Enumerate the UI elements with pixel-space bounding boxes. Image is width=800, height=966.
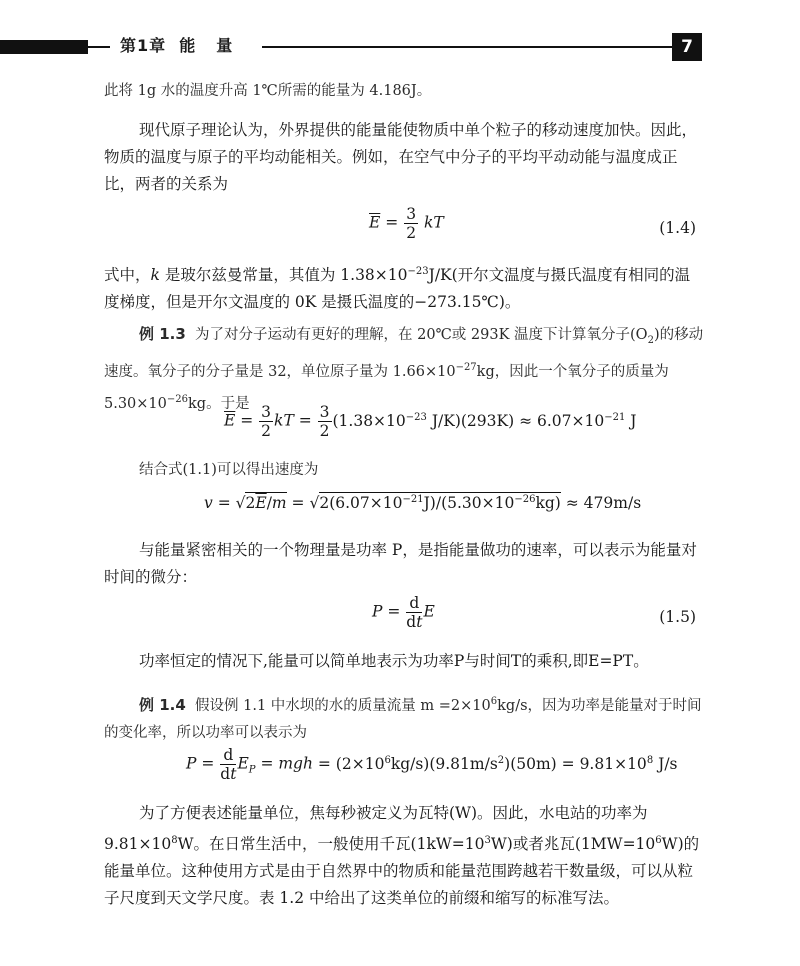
equation-example-1-3: $\overline{E}$ = $\frac{3}{2}$ kT = $\frac{3}{2}$ ($1.38\times 10^{-23}$ $J/K)(293K) \approx 6.07\times 10^{-21}$ J bbox=[224, 403, 637, 440]
page-number: 7 bbox=[672, 33, 702, 61]
equation-1-5: P = $\frac{d}{dt}$ E (1.5) bbox=[372, 594, 696, 631]
example-label-1-4: 例 1.4 bbox=[139, 695, 186, 714]
equation-number-1-4: (1.4) bbox=[659, 219, 696, 237]
eq14-numerator: 3 bbox=[406, 205, 417, 223]
eq14-lhs: $\overline{E}$ bbox=[369, 213, 381, 232]
chapter-title-char1: 能 bbox=[179, 36, 197, 55]
running-header bbox=[0, 30, 800, 64]
eq14-rhs: kT bbox=[424, 213, 444, 232]
combine-text: 结合式(1.1)可以得出速度为 bbox=[139, 462, 319, 478]
paragraph-power: 与能量紧密相关的一个物理量是功率 P，是指能量做功的速率，可以表示为能量对时间的微分： bbox=[104, 541, 697, 586]
header-bar bbox=[0, 40, 88, 54]
example-label-1-3: 例 1.3 bbox=[139, 325, 186, 343]
example-1-4: 例 1.4 假设例 1.1 中水坝的水的质量流量 $m =2\times 10^6kg/s$，因为功率是能量对于时间的变化率，所以功率可以表示为 bbox=[104, 695, 702, 741]
paragraph-watt: 为了方便表述能量单位，焦每秒被定义为瓦特(W)。因此，水电站的功率为 $9.81\times 10^8W$。在日常生活中，一般使用千瓦$(1kW=10^3W)$或者兆瓦$(1MW=10^6W)$的能量单位。这种使用方式是由于自然界中的物质和能量范围跨越若干数量级，可以从粒子尺度到天文学尺度。表 1.2 中给出了这类单位的前缀和缩写的标准写法。 bbox=[104, 804, 700, 908]
equation-velocity: $v = √2\overline{E}/m = √2(6.07\times 10^{-21}J)/(5.30\times 10^{-26}kg) \approx 479m/s$ bbox=[204, 494, 642, 513]
equation-example-1-4: P = $\frac{d}{dt}$ $E_P$ = mgh = $(2\times 10^6kg/s)(9.81m/s^2)(50m) = 9.81\times 10^8$ J/s bbox=[186, 746, 678, 783]
example-1-3: 例 1.3 为了对分子运动有更好的理解，在 20℃或 293K 温度下计算氧分子$(O_2)$的移动速度。氧分子的分子量是 32，单位原子量为 $1.66\times 10^{-27}kg$，因此一个氧分子的质量为 $5.30\times 10^{-26}kg$。于是 bbox=[104, 325, 704, 412]
paragraph-3: 式中，k 是玻尔兹曼常量，其值为 $1.38\times 10^{-23}J/K$(开尔文温度与摄氏温度有相同的温度梯度，但是开尔文温度的 0K 是摄氏温度的−273.15℃)。 bbox=[104, 266, 691, 312]
header-rule-left bbox=[88, 46, 110, 48]
paragraph-constant-power: 功率恒定的情况下,能量可以简单地表示为功率P与时间T的乘积,即E=PT。 bbox=[139, 652, 649, 670]
chapter-label: 第1章 bbox=[120, 36, 167, 55]
paragraph-2: 现代原子理论认为，外界提供的能量能使物质中单个粒子的移动速度加快。因此，物质的温度与原子的平均动能相关。例如，在空气中分子的平均平动动能与温度成正比，两者的关系为 bbox=[104, 121, 698, 193]
chapter-title-char2: 量 bbox=[216, 36, 234, 55]
eq14-denominator: 2 bbox=[406, 224, 417, 242]
equation-number-1-5: (1.5) bbox=[659, 608, 696, 626]
header-rule-right bbox=[262, 46, 672, 48]
paragraph-1: 此将 1g 水的温度升高 1℃所需的能量为 4.186J。 bbox=[104, 83, 432, 99]
chapter-title bbox=[120, 33, 233, 56]
equation-1-4: $\overline{E}$ = $\frac{3}{2}$ kT (1.4) bbox=[369, 205, 696, 242]
